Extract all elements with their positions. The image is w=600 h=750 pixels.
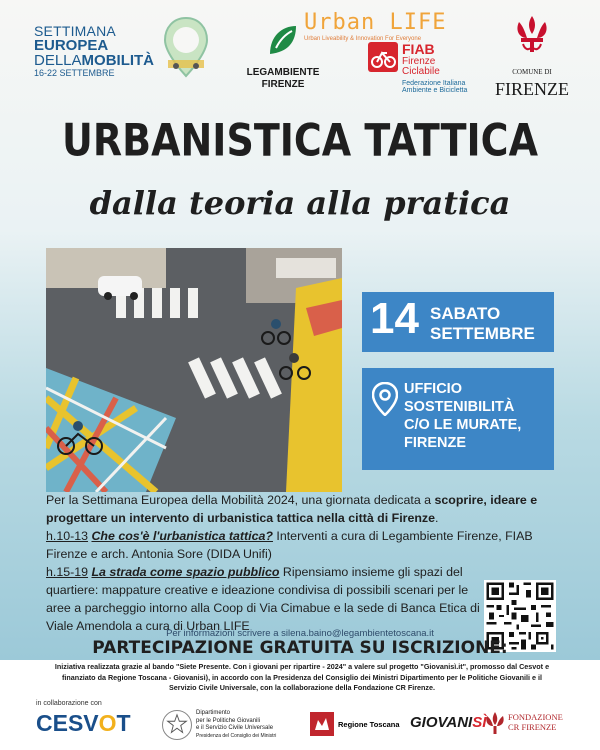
dipartimento-logo-text: Dipartimento per le Politiche Giovanili e il Servizio Civile Universale Presidenza del Consiglio dei Ministri [196, 710, 277, 739]
poster-subtitle: dalla teoria alla pratica [89, 184, 511, 222]
giovanisi-logo: GIOVANISÌ [410, 714, 487, 731]
comune-firenze-logo [488, 14, 576, 99]
street-photo [46, 248, 342, 492]
logo-row [0, 0, 600, 105]
fondazione-cr-logo-text: FONDAZIONE CR FIRENZE [508, 712, 563, 732]
session-morning: h.10-13 Che cos'è l'urbanistica tattica? Interventi a cura di Legambiente Firenze, FIAB Firenze e arch. Antonia Sore (DIDA Unifi) [46, 529, 533, 561]
sponsor-logos [0, 700, 600, 750]
poster-title: URBANISTICA TATTICA [62, 114, 538, 166]
collab-label: in collaborazione con [36, 700, 102, 707]
location-line2: SOSTENIBILITÀ [404, 399, 515, 416]
settimana-dates: 16-22 SETTEMBRE [34, 68, 115, 78]
contact-info: Per informazioni scrivere a silena.baino@legambientetoscana.it [166, 628, 434, 639]
leaf-swan-icon [266, 22, 300, 58]
fiab-line1: FIAB [402, 41, 435, 57]
fondazione-cr-lily-icon [484, 710, 506, 736]
location-line1: UFFICIO [404, 381, 462, 397]
settimana-line1: SETTIMANA [34, 23, 116, 39]
event-day: 14 [370, 294, 419, 343]
event-description [46, 491, 556, 635]
event-weekday: SABATO [430, 304, 501, 323]
location-line3: C/O LE MURATE, [404, 417, 522, 434]
funding-credits: Iniziativa realizzata grazie al bando "Siete Presente. Con i giovani per ripartire - 2024" a valere sul progetto "Giovanisì.it", promosso dal Cesvot e finanziato da Regione Toscana - Giovanisì), in accordo con la Presidenza del Consiglio dei Ministri Dipartimento per le Politiche Giovanili e il Servizio Civile Universale, con la collaborazione della Fondazione CR Firenze. [54, 662, 550, 692]
event-date-box [362, 292, 554, 352]
comune-big: FIRENZE [495, 79, 569, 99]
cesvot-logo: CESVOT [36, 710, 131, 736]
fiab-line3: Ciclabile [402, 66, 440, 78]
italian-emblem-icon [162, 710, 192, 740]
registration-cta: PARTECIPAZIONE GRATUITA SU ISCRIZIONE: [92, 638, 508, 658]
location-pin-icon [372, 382, 398, 416]
session-afternoon: h.15-19 La strada come spazio pubblico Ripensiamo insieme gli spazi del quartiere: mappature creative e ideazione condivisa di possibili scenari per le aree a parcheggio intorno alla Coop di Via Cimabue e la sede di Banca Etica di Viale Amendola a cura di Urban LIFE [46, 565, 480, 633]
settimana-mobilita-logo [34, 16, 209, 86]
regione-toscana-logo-text: Regione Toscana [338, 720, 400, 729]
urban-life-name: Urban LIFE [304, 10, 447, 35]
intro-paragraph: Per la Settimana Europea della Mobilità 2024, una giornata dedicata a scoprire, ideare e progettare un intervento di urbanistica tattica nella città di Firenze. [46, 493, 538, 525]
event-month: SETTEMBRE [430, 324, 535, 344]
florence-lily-icon [513, 14, 551, 54]
settimana-line2: EUROPEA [34, 37, 109, 54]
comune-small: COMUNE DI [512, 68, 552, 76]
legambiente-line1: LEGAMBIENTE [246, 67, 320, 78]
settimana-line3: DELLAMOBILITÀ [34, 52, 155, 69]
fiab-line4: Federazione Italiana [402, 79, 466, 87]
fiab-line2: Firenze [402, 55, 436, 67]
fiab-logo [368, 42, 488, 102]
mobility-pin-icon [162, 16, 210, 78]
urban-life-tagline: Urban Liveability & Innovation For Everyone [304, 36, 422, 42]
fiab-bike-icon [368, 42, 398, 72]
location-line4: FIRENZE [404, 435, 467, 452]
urban-life-logo [304, 10, 482, 42]
event-location-box [362, 368, 554, 470]
regione-toscana-emblem-icon [310, 712, 334, 736]
fiab-line5: Ambiente e Bicicletta [402, 87, 468, 95]
legambiente-line2: FIRENZE [261, 78, 305, 90]
